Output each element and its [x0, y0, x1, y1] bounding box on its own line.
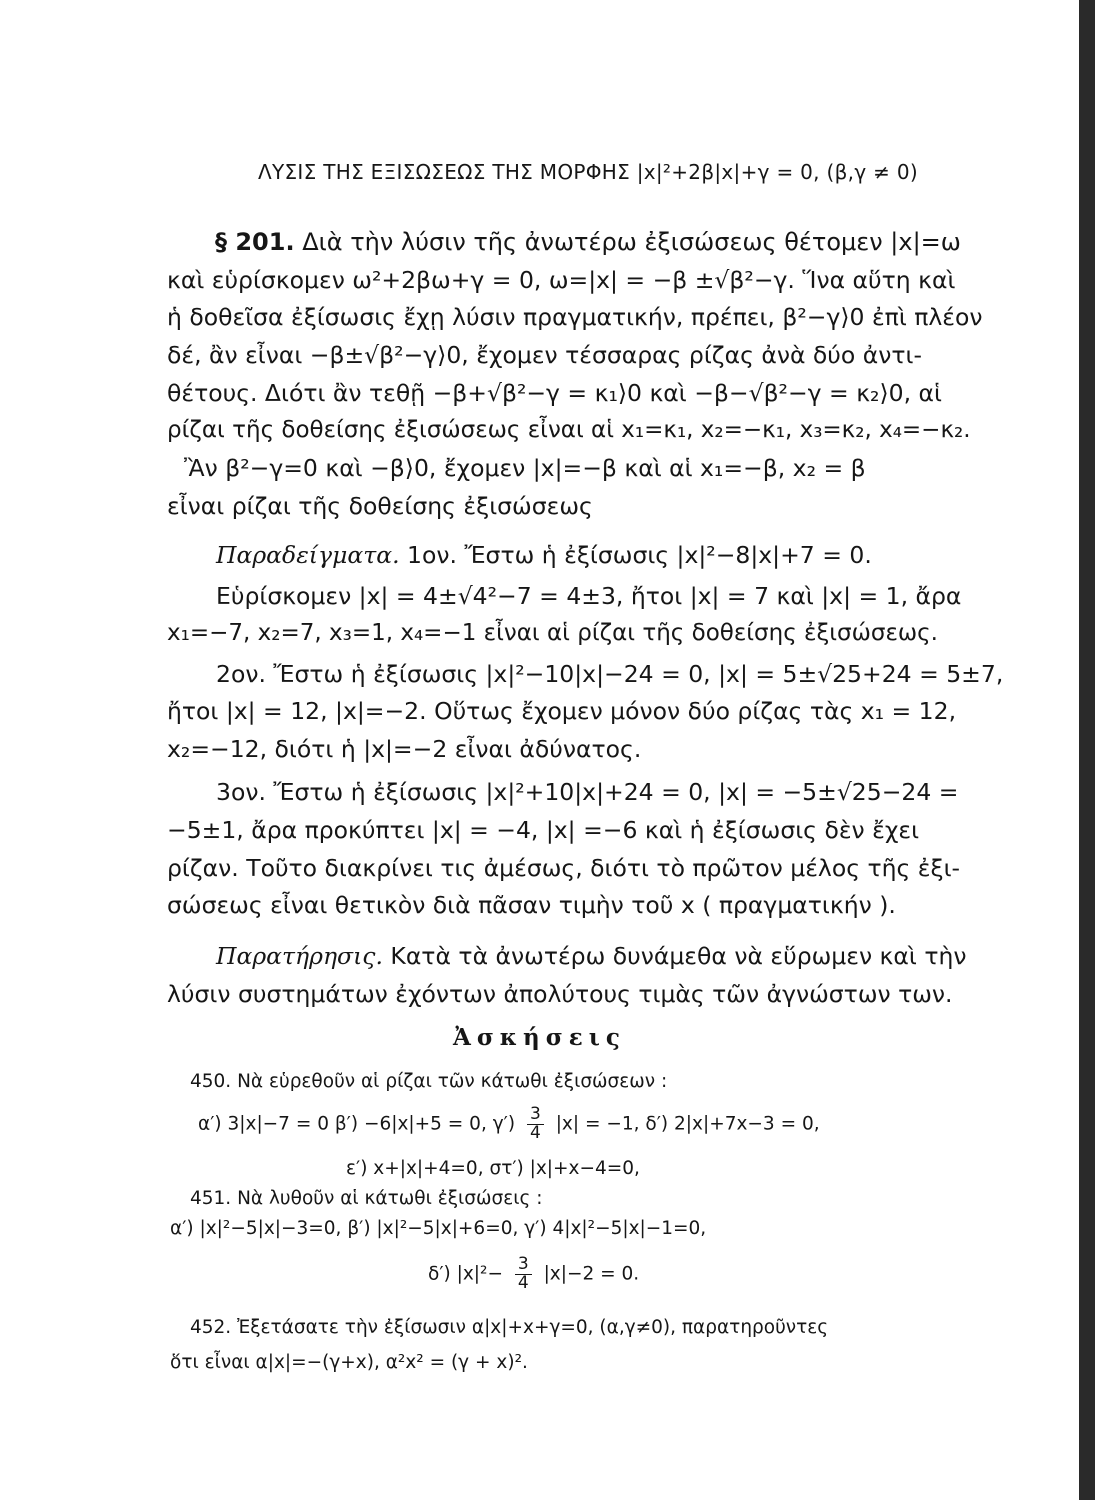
exercise-450-parts-a: α′) 3|x|−7 = 0 β′) −6|x|+5 = 0, γ′): [198, 1113, 516, 1135]
section-line: ρίζαι τῆς δοθείσης ἐξισώσεως εἶναι αἱ x₁=κ₁, x₂=−κ₁, x₃=κ₂, x₄=−κ₂.: [167, 417, 971, 443]
section-line: θέτους. Διότι ἂν τεθῇ −β+√β²−γ = κ₁⟩0 καὶ −β−√β²−γ = κ₂⟩0, αἱ: [167, 379, 942, 407]
fraction-three-quarters: [527, 1106, 544, 1143]
exercise-451-title: 451. Νὰ λυθοῦν αἱ κάτωθι ἐξισώσεις :: [190, 1188, 543, 1209]
remark-first-line: [216, 942, 967, 970]
fraction-three-quarters: [515, 1256, 532, 1293]
section-line: Διὰ τὴν λύσιν τῆς ἀνωτέρω ἐξισώσεως θέτομεν |x|=ω: [302, 228, 961, 256]
section-line: δέ, ἂν εἶναι −β±√β²−γ⟩0, ἔχομεν τέσσαρας ρίζας ἀνὰ δύο ἀντι-: [167, 341, 922, 369]
fraction-numerator: 3: [527, 1106, 544, 1125]
example-2-line: 2ον. Ἔστω ἡ ἐξίσωσις |x|²−10|x|−24 = 0, |x| = 5±√25+24 = 5±7,: [216, 660, 1004, 688]
exercise-450-line: [198, 1106, 820, 1143]
remark-line: λύσιν συστημάτων ἐχόντων ἀπολύτους τιμὰς τῶν ἀγνώστων των.: [167, 980, 953, 1008]
remark-label: Παρατήρησις.: [216, 942, 383, 970]
section-line: Ἂν β²−γ=0 καὶ −β⟩0, ἔχομεν |x|=−β καὶ αἱ x₁=−β, x₂ = β: [184, 454, 866, 482]
section-line: ἡ δοθεῖσα ἐξίσωσις ἔχῃ λύσιν πραγματικήν, πρέπει, β²−γ⟩0 ἐπὶ πλέον: [167, 303, 983, 331]
example-2-line: ἤτοι |x| = 12, |x|=−2. Οὕτως ἔχομεν μόνον δύο ρίζας τὰς x₁ = 12,: [167, 697, 957, 725]
exercise-451-line: α′) |x|²−5|x|−3=0, β′) |x|²−5|x|+6=0, γ′) 4|x|²−5|x|−1=0,: [170, 1218, 707, 1239]
exercise-451-part-d-rest: |x|−2 = 0.: [543, 1263, 640, 1285]
section-line: εἶναι ρίζαι τῆς δοθείσης ἐξισώσεως: [167, 492, 593, 520]
example-3-line: −5±1, ἄρα προκύπτει |x| = −4, |x| =−6 καὶ ἡ ἐξίσωσις δὲν ἔχει: [167, 816, 920, 844]
example-3-line: ρίζαν. Τοῦτο διακρίνει τις ἀμέσως, διότι τὸ πρῶτον μέλος τῆς ἐξι-: [167, 854, 961, 882]
examples-intro: [216, 541, 872, 569]
page-heading: ΛΥΣΙΣ ΤΗΣ ΕΞΙΣΩΣΕΩΣ ΤΗΣ ΜΟΡΦΗΣ |x|²+2β|x|+γ = 0, (β,γ ≠ 0): [258, 160, 918, 184]
section-first-line: [215, 228, 961, 256]
exercise-450-line: ε′) x+|x|+4=0, στ′) |x|+x−4=0,: [346, 1158, 640, 1179]
exercises-title: Ἀσκήσεις: [453, 1024, 626, 1051]
example-1-intro: 1ον. Ἔστω ἡ ἐξίσωσις |x|²−8|x|+7 = 0.: [407, 541, 872, 569]
example-1-line: Εὑρίσκομεν |x| = 4±√4²−7 = 4±3, ἤτοι |x| = 7 καὶ |x| = 1, ἄρα: [216, 582, 962, 610]
exercise-450-parts-b: |x| = −1, δ′) 2|x|+7x−3 = 0,: [555, 1113, 820, 1135]
examples-label: Παραδείγματα.: [216, 541, 400, 569]
scan-edge: [1079, 0, 1095, 1500]
fraction-denominator: 4: [517, 1272, 529, 1293]
section-line: καὶ εὑρίσκομεν ω²+2βω+γ = 0, ω=|x| = −β ±√β²−γ. Ἵνα αὕτη καὶ: [167, 266, 956, 294]
fraction-numerator: 3: [515, 1256, 532, 1275]
remark-text: Κατὰ τὰ ἀνωτέρω δυνάμεθα νὰ εὕρωμεν καὶ τὴν: [390, 942, 967, 970]
exercise-450-title: 450. Νὰ εὑρεθοῦν αἱ ρίζαι τῶν κάτωθι ἐξισώσεων :: [190, 1071, 668, 1092]
example-3-line: σώσεως εἶναι θετικὸν διὰ πᾶσαν τιμὴν τοῦ x ( πραγματικήν ).: [167, 891, 896, 919]
example-1-line: x₁=−7, x₂=7, x₃=1, x₄=−1 εἶναι αἱ ρίζαι τῆς δοθείσης ἐξισώσεως.: [167, 620, 938, 646]
example-2-line: x₂=−12, διότι ἡ |x|=−2 εἶναι ἀδύνατος.: [167, 735, 642, 763]
section-number: § 201.: [215, 228, 295, 256]
exercise-452-line: 452. Ἐξετάσατε τὴν ἐξίσωσιν α|x|+x+γ=0, (α,γ≠0), παρατηροῦντες: [190, 1317, 829, 1338]
exercise-451-line: [428, 1256, 639, 1293]
example-3-line: 3ον. Ἔστω ἡ ἐξίσωσις |x|²+10|x|+24 = 0, |x| = −5±√25−24 =: [216, 778, 959, 806]
exercise-452-line: ὅτι εἶναι α|x|=−(γ+x), α²x² = (γ + x)².: [170, 1352, 528, 1373]
exercise-451-part-d: δ′) |x|²−: [428, 1263, 503, 1285]
fraction-denominator: 4: [529, 1122, 541, 1143]
